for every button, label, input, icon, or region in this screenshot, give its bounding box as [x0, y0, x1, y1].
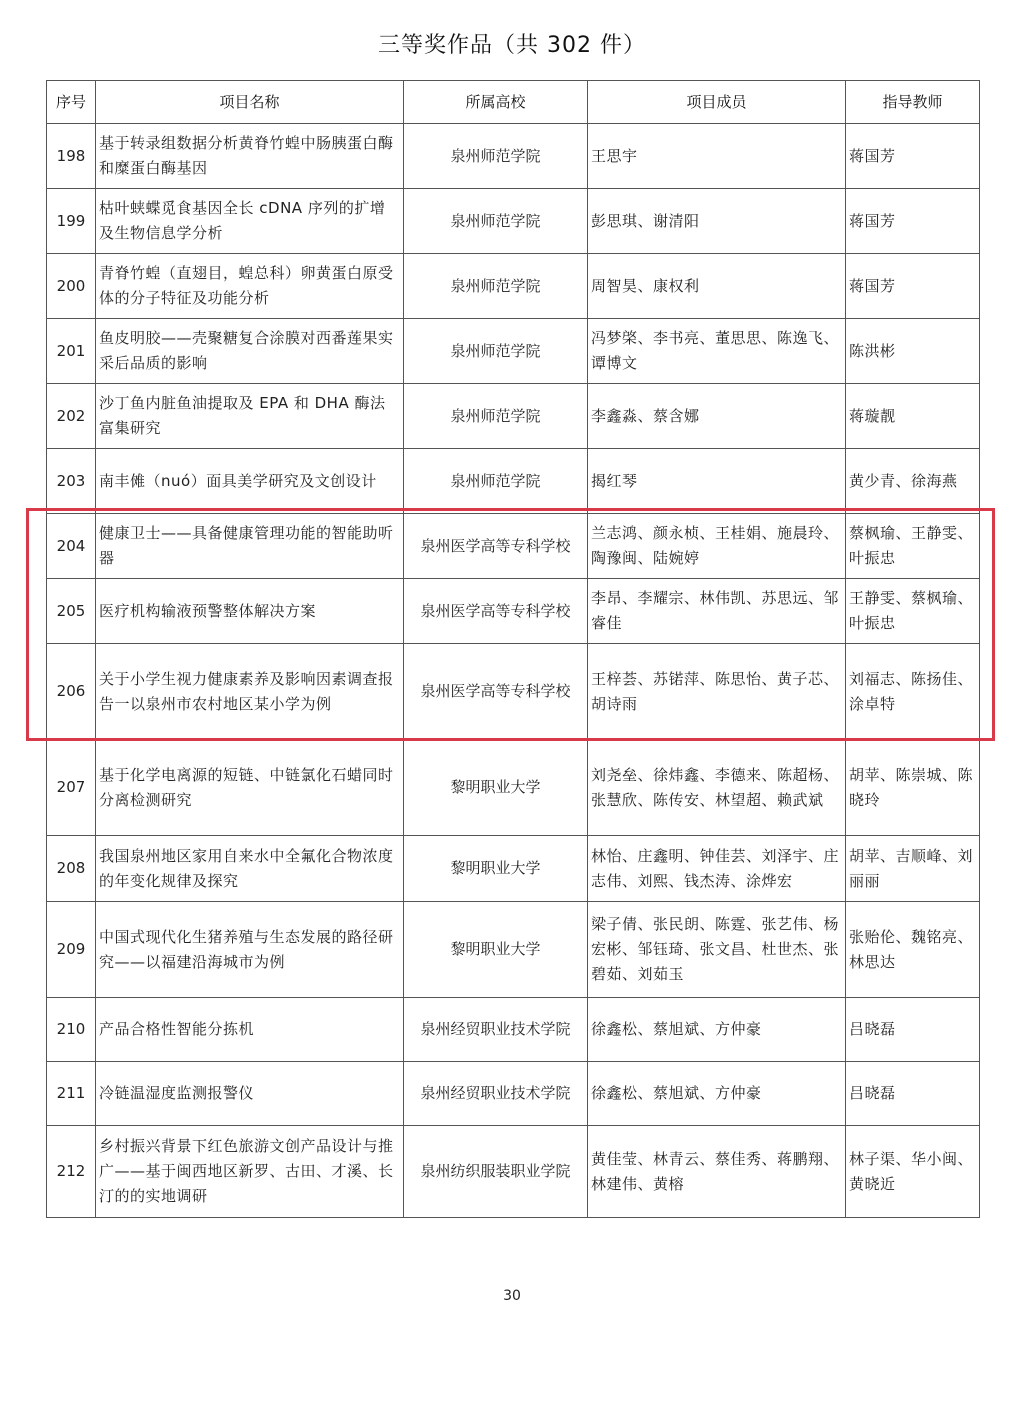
cell-no: 199 — [47, 189, 96, 254]
table-row — [47, 1126, 980, 1218]
cell-school: 泉州师范学院 — [404, 254, 588, 319]
cell-members: 揭红琴 — [588, 449, 846, 514]
table-row — [47, 449, 980, 514]
cell-members: 李鑫淼、蔡含娜 — [588, 384, 846, 449]
cell-advisor: 蒋国芳 — [846, 254, 980, 319]
cell-no: 208 — [47, 836, 96, 902]
cell-advisor: 黄少青、徐海燕 — [846, 449, 980, 514]
cell-members: 徐鑫松、蔡旭斌、方仲豪 — [588, 1062, 846, 1126]
cell-project-name: 冷链温湿度监测报警仪 — [96, 1062, 404, 1126]
cell-no: 202 — [47, 384, 96, 449]
cell-project-name: 基于转录组数据分析黄脊竹蝗中肠胰蛋白酶和糜蛋白酶基因 — [96, 124, 404, 189]
header-advisor: 指导教师 — [846, 81, 980, 124]
cell-members: 刘尧垒、徐炜鑫、李德来、陈超杨、张慧欣、陈传安、林望超、赖武斌 — [588, 740, 846, 836]
cell-members: 李昂、李耀宗、林伟凯、苏思远、邹睿佳 — [588, 579, 846, 644]
header-members: 项目成员 — [588, 81, 846, 124]
page-title: 三等奖作品（共 302 件） — [378, 33, 646, 58]
table-row — [47, 1062, 980, 1126]
cell-members: 周智昊、康权利 — [588, 254, 846, 319]
cell-no: 205 — [47, 579, 96, 644]
cell-members: 兰志鸿、颜永桢、王桂娟、施晨玲、陶豫闽、陆婉婷 — [588, 514, 846, 579]
cell-members: 徐鑫松、蔡旭斌、方仲豪 — [588, 998, 846, 1062]
cell-project-name: 我国泉州地区家用自来水中全氟化合物浓度的年变化规律及探究 — [96, 836, 404, 902]
cell-school: 泉州经贸职业技术学院 — [404, 998, 588, 1062]
cell-no: 204 — [47, 514, 96, 579]
table-header-row — [47, 81, 980, 124]
cell-school: 泉州师范学院 — [404, 189, 588, 254]
cell-school: 泉州经贸职业技术学院 — [404, 1062, 588, 1126]
table-row — [47, 836, 980, 902]
cell-no: 198 — [47, 124, 96, 189]
cell-members: 黄佳莹、林青云、蔡佳秀、蒋鹏翔、林建伟、黄榕 — [588, 1126, 846, 1218]
table-row — [47, 189, 980, 254]
table-row — [47, 514, 980, 579]
cell-advisor: 蔡枫瑜、王静雯、叶振忠 — [846, 514, 980, 579]
cell-school: 泉州师范学院 — [404, 449, 588, 514]
cell-no: 209 — [47, 902, 96, 998]
cell-no: 200 — [47, 254, 96, 319]
cell-advisor: 胡苹、陈崇城、陈晓玲 — [846, 740, 980, 836]
cell-school: 泉州医学高等专科学校 — [404, 579, 588, 644]
cell-no: 211 — [47, 1062, 96, 1126]
cell-advisor: 吕晓磊 — [846, 998, 980, 1062]
cell-members: 林怡、庄鑫明、钟佳芸、刘泽宇、庄志伟、刘熙、钱杰涛、涂烨宏 — [588, 836, 846, 902]
cell-project-name: 鱼皮明胶——壳聚糖复合涂膜对西番莲果实采后品质的影响 — [96, 319, 404, 384]
table-row — [47, 740, 980, 836]
cell-project-name: 南丰傩（nuó）面具美学研究及文创设计 — [96, 449, 404, 514]
table-row — [47, 644, 980, 740]
cell-project-name: 产品合格性智能分拣机 — [96, 998, 404, 1062]
page-number: 30 — [503, 1288, 521, 1304]
cell-project-name: 医疗机构输液预警整体解决方案 — [96, 579, 404, 644]
header-no: 序号 — [47, 81, 96, 124]
cell-members: 梁子倩、张民朗、陈霆、张艺伟、杨宏彬、邹钰琦、张文昌、杜世杰、张碧茹、刘茹玉 — [588, 902, 846, 998]
cell-school: 黎明职业大学 — [404, 836, 588, 902]
cell-no: 203 — [47, 449, 96, 514]
cell-advisor: 王静雯、蔡枫瑜、叶振忠 — [846, 579, 980, 644]
cell-advisor: 张贻伦、魏铭亮、林思达 — [846, 902, 980, 998]
cell-no: 210 — [47, 998, 96, 1062]
header-school: 所属高校 — [404, 81, 588, 124]
cell-no: 207 — [47, 740, 96, 836]
cell-project-name: 青脊竹蝗（直翅目，蝗总科）卵黄蛋白原受体的分子特征及功能分析 — [96, 254, 404, 319]
cell-advisor: 蒋国芳 — [846, 189, 980, 254]
cell-project-name: 乡村振兴背景下红色旅游文创产品设计与推广——基于闽西地区新罗、古田、才溪、长汀的的实地调研 — [96, 1126, 404, 1218]
cell-school: 黎明职业大学 — [404, 902, 588, 998]
cell-project-name: 中国式现代化生猪养殖与生态发展的路径研究——以福建沿海城市为例 — [96, 902, 404, 998]
table-row — [47, 998, 980, 1062]
cell-advisor: 陈洪彬 — [846, 319, 980, 384]
cell-school: 泉州师范学院 — [404, 319, 588, 384]
cell-project-name: 沙丁鱼内脏鱼油提取及 EPA 和 DHA 酶法富集研究 — [96, 384, 404, 449]
cell-school: 泉州师范学院 — [404, 384, 588, 449]
table-row — [47, 124, 980, 189]
cell-no: 206 — [47, 644, 96, 740]
cell-advisor: 林子渠、华小闽、黄晓近 — [846, 1126, 980, 1218]
cell-members: 王梓荟、苏锘萍、陈思怡、黄子芯、胡诗雨 — [588, 644, 846, 740]
cell-advisor: 吕晓磊 — [846, 1062, 980, 1126]
cell-school: 泉州医学高等专科学校 — [404, 514, 588, 579]
header-project-name: 项目名称 — [96, 81, 404, 124]
table-row — [47, 902, 980, 998]
cell-no: 212 — [47, 1126, 96, 1218]
table-row — [47, 384, 980, 449]
cell-advisor: 胡苹、吉顺峰、刘丽丽 — [846, 836, 980, 902]
cell-advisor: 蒋国芳 — [846, 124, 980, 189]
cell-project-name: 关于小学生视力健康素养及影响因素调查报告一以泉州市农村地区某小学为例 — [96, 644, 404, 740]
cell-members: 彭思琪、谢清阳 — [588, 189, 846, 254]
cell-school: 泉州医学高等专科学校 — [404, 644, 588, 740]
cell-members: 王思宇 — [588, 124, 846, 189]
table-row — [47, 254, 980, 319]
cell-project-name: 健康卫士——具备健康管理功能的智能助听器 — [96, 514, 404, 579]
table-row — [47, 579, 980, 644]
cell-school: 泉州纺织服装职业学院 — [404, 1126, 588, 1218]
cell-advisor: 刘福志、陈扬佳、涂卓特 — [846, 644, 980, 740]
award-table — [46, 80, 980, 1218]
cell-school: 泉州师范学院 — [404, 124, 588, 189]
cell-project-name: 枯叶蛱蝶觅食基因全长 cDNA 序列的扩增及生物信息学分析 — [96, 189, 404, 254]
table-row — [47, 319, 980, 384]
cell-school: 黎明职业大学 — [404, 740, 588, 836]
cell-no: 201 — [47, 319, 96, 384]
cell-advisor: 蒋璇靓 — [846, 384, 980, 449]
cell-members: 冯梦棨、李书亮、董思思、陈逸飞、谭博文 — [588, 319, 846, 384]
cell-project-name: 基于化学电离源的短链、中链氯化石蜡同时分离检测研究 — [96, 740, 404, 836]
